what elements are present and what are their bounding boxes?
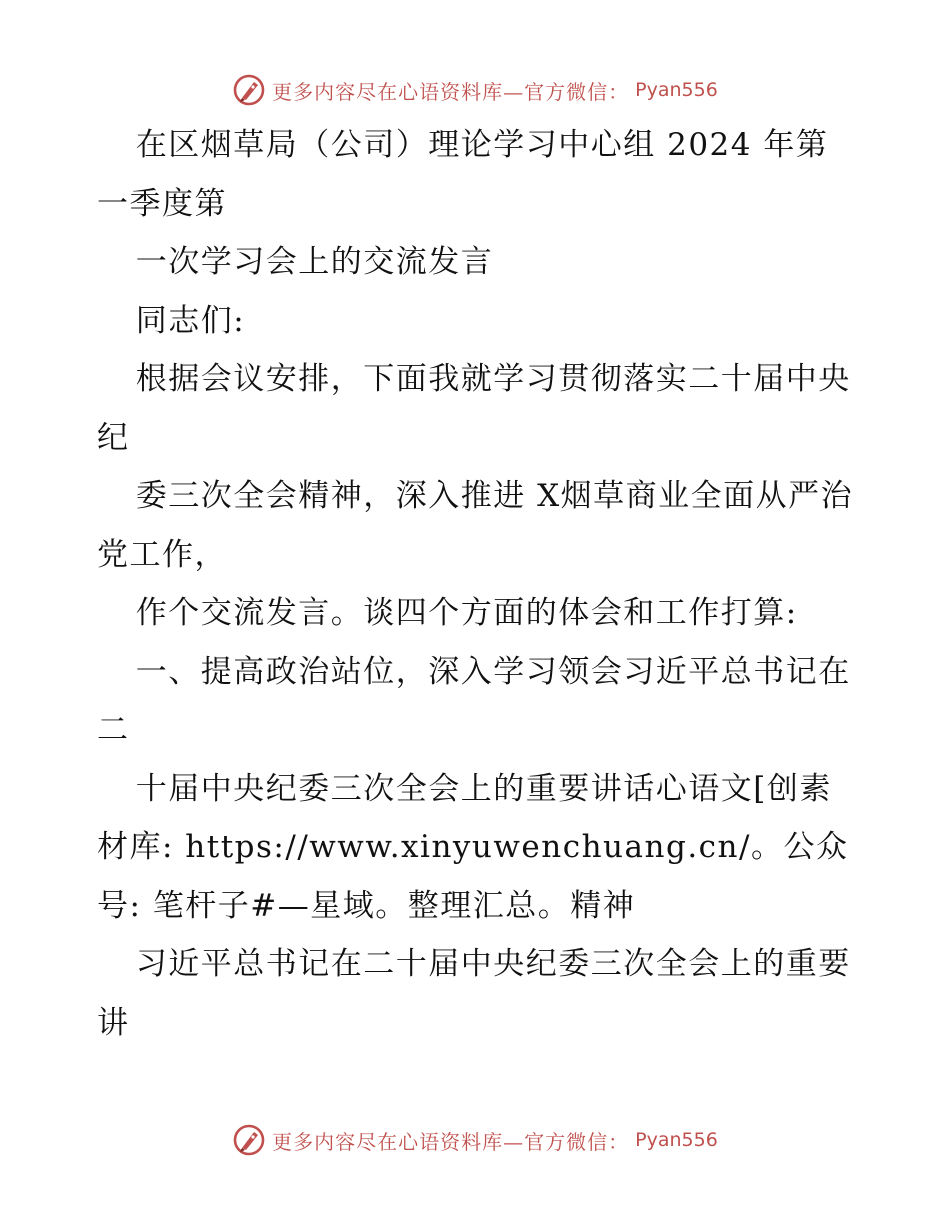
paragraph-intro-3: 作个交流发言。谈四个方面的体会和工作打算: <box>135 595 798 631</box>
footer-brand-text: 更多内容尽在心语资料库—官方微信： <box>272 1129 630 1154</box>
header-wechat-id: Pyan556 <box>635 79 718 101</box>
paragraph-salutation: 同志们: <box>135 302 246 339</box>
paragraph-intro-1: 根据会议安排，下面我就学习贯彻落实二十届中央纪 <box>97 361 851 456</box>
header-watermark <box>0 70 950 110</box>
header-brand-text: 更多内容尽在心语资料库—官方微信： <box>272 79 630 104</box>
footer-wechat-id: Pyan556 <box>635 1129 718 1151</box>
pen-logo-icon <box>232 73 266 107</box>
paragraph-section-1-continued: 十届中央纪委三次全会上的重要讲话心语文[创素材库: https://www.xinyuwenchuang.cn/。公众号: 笔杆子#—星域。整理汇总。精神 <box>97 770 849 924</box>
paragraph-title-line-1: 在区烟草局（公司）理论学习中心组 2024 年第一季度第 <box>97 127 829 222</box>
pen-logo-icon <box>232 1123 266 1157</box>
paragraph-section-1-heading: 一、提高政治站位，深入学习领会习近平总书记在二 <box>97 653 851 748</box>
paragraph-title-line-2: 一次学习会上的交流发言 <box>135 244 494 280</box>
footer-watermark <box>0 1120 950 1160</box>
paragraph-section-1-body: 习近平总书记在二十届中央纪委三次全会上的重要讲 <box>97 946 851 1041</box>
paragraph-intro-2: 委三次全会精神，深入推进 X烟草商业全面从严治党工作， <box>97 478 854 573</box>
document-body <box>97 116 857 1052</box>
